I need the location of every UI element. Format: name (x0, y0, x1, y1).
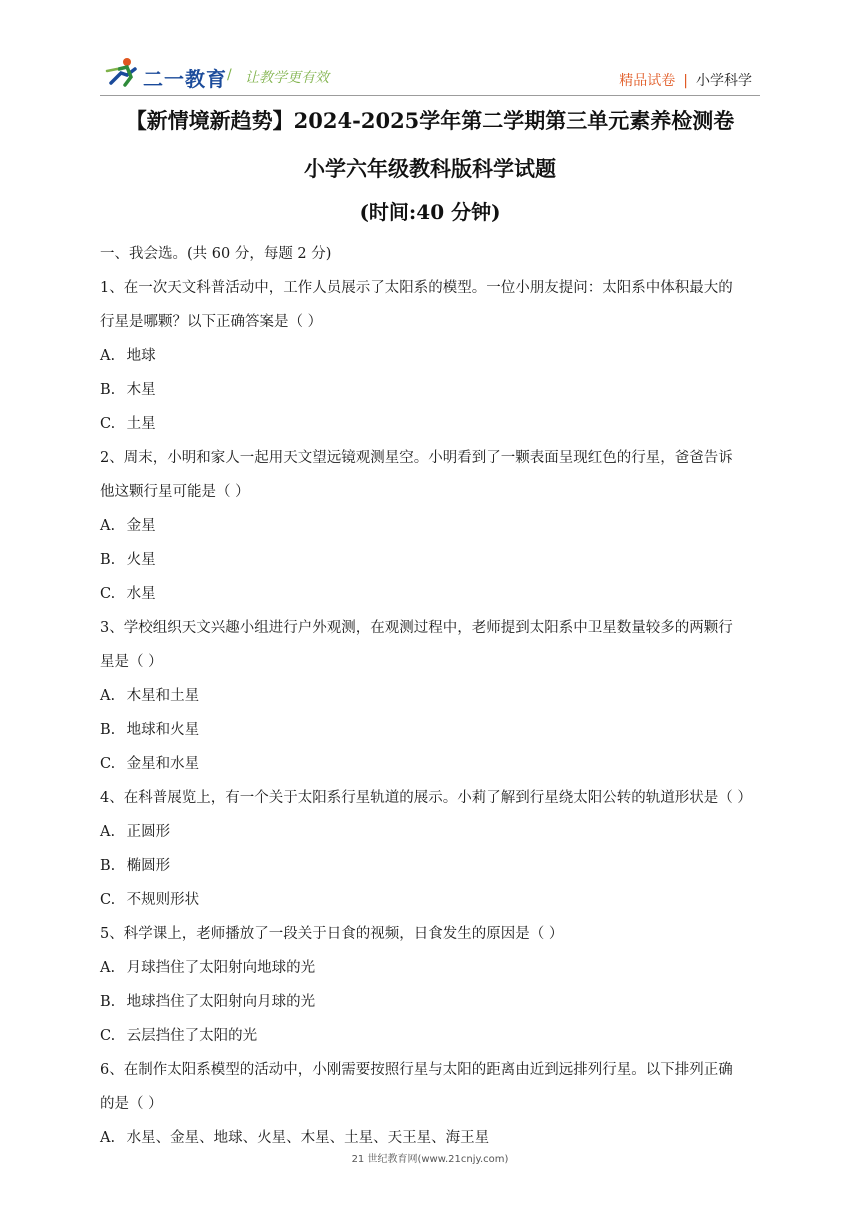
page-header (0, 0, 860, 100)
option-label: A. (100, 348, 116, 364)
option-label: C. (100, 1028, 116, 1044)
option-label: A. (100, 518, 116, 534)
option-text: 火星 (126, 552, 156, 568)
question-text-line: 3、学校组织天文兴趣小组进行户外观测，在观测过程中，老师提到太阳系中卫星数量较多的两颗行 (100, 620, 733, 636)
option-label: C. (100, 586, 116, 602)
option-c (100, 753, 765, 787)
option-label: B. (100, 858, 116, 874)
option-label: B. (100, 552, 116, 568)
question-text-line: 5、科学课上，老师播放了一段关于日食的视频，日食发生的原因是（ ） (100, 926, 564, 942)
logo-name: 二一教育 (143, 67, 227, 91)
option-b (100, 549, 765, 583)
exam-content (100, 243, 765, 1161)
question-5 (100, 923, 765, 1059)
question-6 (100, 1059, 765, 1161)
option-c (100, 413, 765, 447)
page-footer: 21 世纪教育网(www.21cnjy.com) (351, 1154, 509, 1165)
question-3 (100, 617, 765, 787)
option-c (100, 1025, 765, 1059)
question-text-line: 星是（ ） (100, 654, 163, 670)
option-label: B. (100, 994, 116, 1010)
question-text-line: 4、在科普展览上，有一个关于太阳系行星轨道的展示。小莉了解到行星绕太阳公转的轨道形状是（ ） (100, 790, 752, 806)
option-a (100, 957, 765, 991)
option-text: 正圆形 (126, 824, 171, 840)
quality-tag: 精品试卷 (619, 73, 676, 89)
exam-title: 【新情境新趋势】2024-2025学年第二学期第三单元素养检测卷 (125, 108, 735, 133)
question-text-line: 1、在一次天文科普活动中，工作人员展示了太阳系的模型。一位小朋友提问：太阳系中体积最大的 (100, 280, 733, 296)
header-tags (619, 70, 752, 90)
exam-subtitle: 小学六年级教科版科学试题 (304, 156, 556, 181)
option-label: A. (100, 824, 116, 840)
option-text: 水星、金星、地球、火星、木星、土星、天王星、海王星 (126, 1130, 490, 1146)
option-label: B. (100, 722, 116, 738)
exam-duration: (时间:40 分钟) (359, 200, 501, 224)
header-divider (100, 95, 760, 96)
logo-slash: / (227, 67, 232, 83)
option-text: 月球挡住了太阳射向地球的光 (126, 960, 316, 976)
option-c (100, 583, 765, 617)
option-label: C. (100, 756, 116, 772)
option-b (100, 991, 765, 1025)
question-text-line: 6、在制作太阳系模型的活动中，小刚需要按照行星与太阳的距离由近到远排列行星。以下排列正确 (100, 1062, 733, 1078)
option-text: 水星 (126, 586, 156, 602)
option-a (100, 685, 765, 719)
logo-slogan: 让教学更有效 (245, 70, 329, 86)
option-label: C. (100, 416, 116, 432)
question-text-line: 行星是哪颗？以下正确答案是（ ） (100, 314, 323, 330)
option-text: 不规则形状 (126, 892, 200, 908)
question-4 (100, 787, 765, 923)
question-2 (100, 447, 765, 617)
option-text: 金星 (126, 518, 156, 534)
tag-separator: | (683, 73, 688, 89)
option-a (100, 345, 765, 379)
option-text: 木星 (126, 382, 156, 398)
option-text: 椭圆形 (126, 858, 171, 874)
question-text-line: 2、周末，小明和家人一起用天文望远镜观测星空。小明看到了一颗表面呈现红色的行星，爸爸告诉 (100, 450, 733, 466)
option-c (100, 889, 765, 923)
section-heading: 一、我会选。(共 60 分，每题 2 分) (100, 246, 332, 262)
option-a (100, 515, 765, 549)
option-text: 地球 (126, 348, 156, 364)
option-label: B. (100, 382, 116, 398)
logo (105, 55, 345, 95)
option-a (100, 821, 765, 855)
option-label: A. (100, 688, 116, 704)
option-b (100, 379, 765, 413)
option-text: 地球和火星 (126, 722, 200, 738)
option-text: 金星和水星 (126, 756, 200, 772)
option-text: 木星和土星 (126, 688, 200, 704)
option-text: 云层挡住了太阳的光 (126, 1028, 258, 1044)
option-text: 土星 (126, 416, 156, 432)
question-text-line: 他这颗行星可能是（ ） (100, 484, 250, 500)
option-label: C. (100, 892, 116, 908)
subject-tag: 小学科学 (696, 73, 752, 89)
option-text: 地球挡住了太阳射向月球的光 (126, 994, 316, 1010)
option-label: A. (100, 960, 116, 976)
option-label: A. (100, 1130, 116, 1146)
question-1 (100, 277, 765, 447)
option-b (100, 855, 765, 889)
option-b (100, 719, 765, 753)
question-text-line: 的是（ ） (100, 1096, 163, 1112)
running-figure-icon (105, 57, 141, 87)
